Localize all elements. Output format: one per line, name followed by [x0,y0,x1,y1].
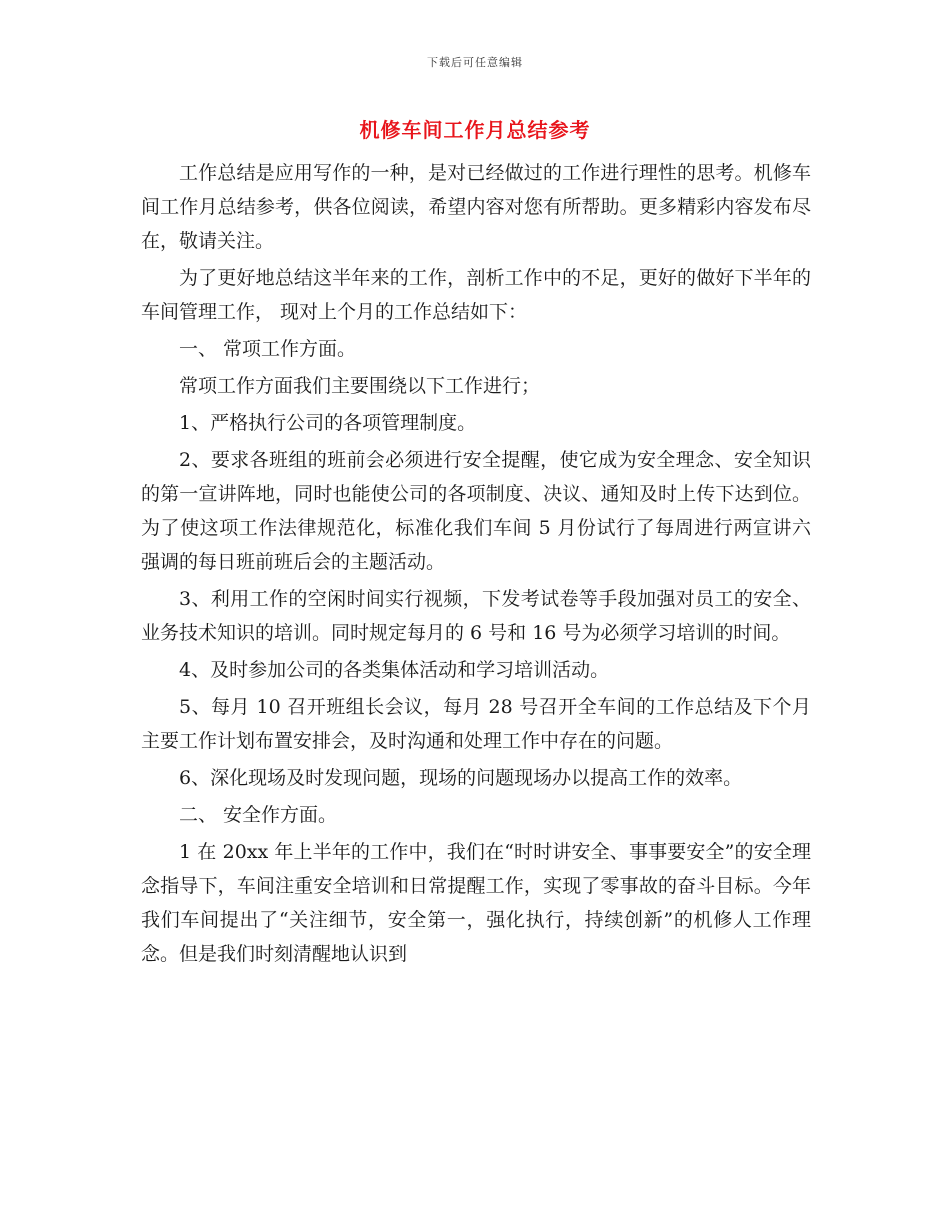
list-item-5: 5、每月 10 召开班组长会议，每月 28 号召开全车间的工作总结及下个月主要工作计划布置安排会，及时沟通和处理工作中存在的问题。 [141,696,811,752]
document-title: 机修车间工作月总结参考 [359,118,591,142]
paragraph-intro: 工作总结是应用写作的一种，是对已经做过的工作进行理性的思考。机修车间工作月总结参考，供各位阅读，希望内容对您有所帮助。更多精彩内容发布尽在，敬请关注。 [141,162,811,252]
list-item-4: 4、及时参加公司的各类集体活动和学习培训活动。 [179,659,610,681]
section-heading-safety: 二、 安全作方面。 [179,804,338,826]
section-heading-routine: 一、 常项工作方面。 [179,338,357,360]
paragraph-routine-lead: 常项工作方面我们主要围绕以下工作进行； [179,375,541,397]
list-item-1: 1、严格执行公司的各项管理制度。 [179,412,477,434]
paragraph-purpose: 为了更好地总结这半年来的工作，剖析工作中的不足，更好的做好下半年的车间管理工作， 现对上个月的工作总结如下： [141,267,811,323]
paragraph-safety-1: 1 在 20xx 年上半年的工作中，我们在“时时讲安全、事事要安全”的安全理念指导下，车间注重安全培训和日常提醒工作，实现了零事故的奋斗目标。今年我们车间提出了“关注细节，安全第一，强化执行，持续创新”的机修人工作理念。但是我们时刻清醒地认识到 [141,841,811,965]
list-item-2: 2、要求各班组的班前会必须进行安全提醒，使它成为安全理念、安全知识的第一宣讲阵地，同时也能使公司的各项制度、决议、通知及时上传下达到位。为了使这项工作法律规范化，标准化我们车间 5 月份试行了每周进行两宣讲六强调的每日班前班后会的主题活动。 [141,449,811,573]
document-body [141,156,811,974]
header-note: 下载后可任意编辑 [427,56,523,69]
list-item-6: 6、深化现场及时发现问题，现场的问题现场办以提高工作的效率。 [179,767,743,789]
list-item-3: 3、利用工作的空闲时间实行视频，下发考试卷等手段加强对员工的安全、 业务技术知识的培训。同时规定每月的 6 号和 16 号为必须学习培训的时间。 [141,588,811,644]
